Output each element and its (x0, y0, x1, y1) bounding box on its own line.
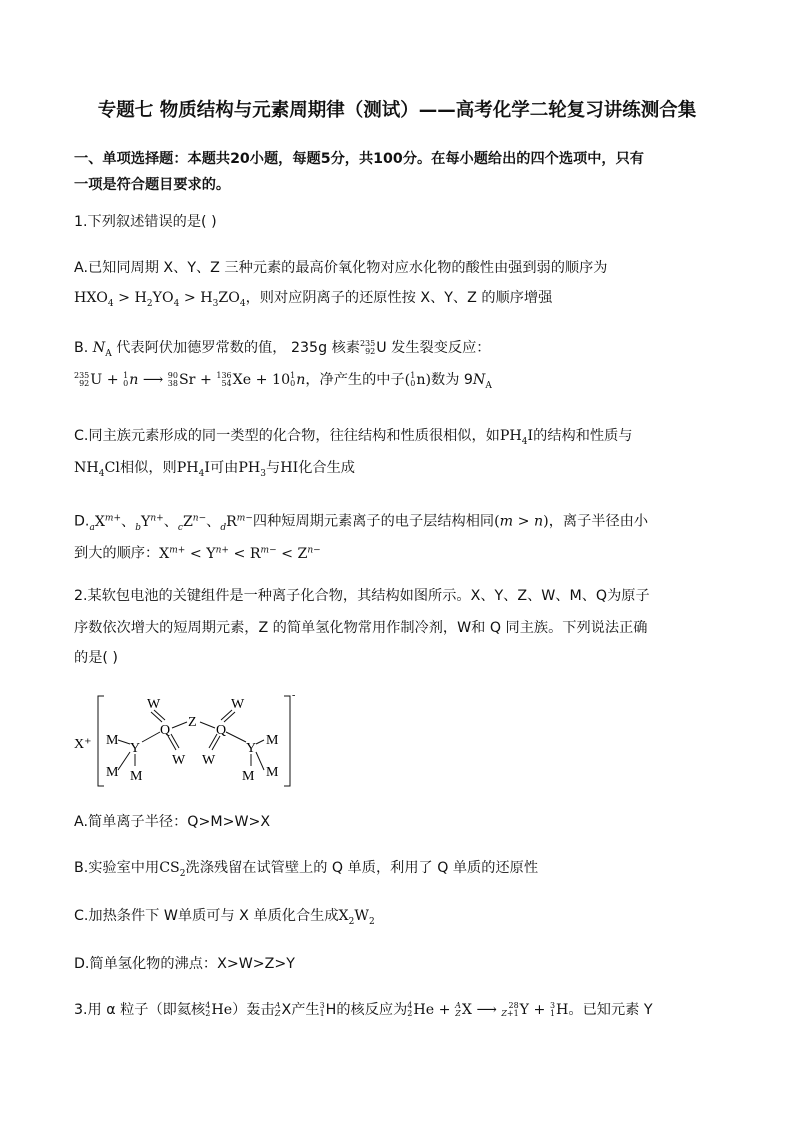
q2-option-a: A.简单离子半径：Q>M>W>X (74, 814, 271, 830)
q1-option-b-line1: B. $N_A$ 代表阿伏加德罗常数的值， 235g 核素 235 92 U 发生裂变反应： (74, 339, 491, 359)
document-title: 专题七 物质结构与元素周期律（测试）——高考化学二轮复习讲练测合集 (97, 100, 697, 121)
struct-label-m4: M (266, 733, 279, 748)
q1-option-c-line1: C.同主族元素形成的同一类型的化合物，往往结构和性质很相似，如$PH_4I$的结构和性质与 (74, 428, 633, 447)
struct-label-y2: Y (246, 741, 257, 756)
struct-label-m3: M (130, 769, 143, 784)
struct-label-m5: M (266, 765, 279, 780)
q2-stem-line2: 序数依次增大的短周期元素，Z 的简单氢化物常用作制冷剂，W和 Q 同主族。下列说法正确 (74, 620, 648, 636)
section-heading (74, 146, 724, 198)
struct-label-q1: Q (160, 723, 171, 738)
struct-label-w3: W (172, 753, 186, 768)
struct-label-w1: W (147, 697, 161, 712)
q1-option-a-line1: A.已知同周期 X、Y、Z 三种元素的最高价氧化物对应水化物的酸性由强到弱的顺序为 (74, 260, 608, 276)
q2-option-c: C.加热条件下 W单质可与 X 单质化合生成$X_2W_2$ (74, 908, 375, 927)
q2-option-d: D.简单氢化物的沸点：X>W>Z>Y (74, 956, 295, 972)
q1-stem: 1.下列叙述错误的是( ) (74, 214, 217, 230)
struct-label-m6: M (242, 769, 255, 784)
q1-option-d-line2: 到大的顺序：$X^{m+} < Y^{n+} < R^{m-} < Z^{n-}$ (74, 545, 321, 562)
q1-option-b-line2: 235 92 U + 1 0 n ⟶ 90 38 Sr + 136 54 Xe + 10 1 0 n，净产生的中子( 1 0 n)数为 $9N_A$ (74, 371, 492, 391)
q2-option-b: B.实验室中用$CS_2$洗涤残留在试管壁上的 Q 单质，利用了 Q 单质的还原性 (74, 860, 539, 879)
struct-label-m1: M (106, 733, 119, 748)
struct-label-q2: Q (216, 723, 227, 738)
struct-label-y1: Y (130, 741, 141, 756)
struct-label-w2: W (231, 697, 245, 712)
struct-label-charge: - (292, 690, 296, 701)
avogadro-symbol: $N_A$ (92, 340, 112, 359)
struct-label-w4: W (202, 753, 216, 768)
struct-label-m2: M (106, 765, 119, 780)
acid-order-formula: $HXO_4 > H_2YO_4 > H_3ZO_4$ (74, 290, 246, 309)
struct-label-z: Z (188, 715, 197, 730)
fission-equation: 235 92 U + 1 0 n ⟶ 90 38 Sr + 136 54 Xe + 10 1 0 n (74, 371, 306, 388)
ionic-compound-structure (74, 690, 314, 790)
q1-option-c-line2: $NH_4Cl$相似，则$PH_4I$可由$PH_3$与HI化合生成 (74, 460, 355, 479)
q1-option-a-line2: $HXO_4 > H_2YO_4 > H_3ZO_4$，则对应阴离子的还原性按 X、Y、Z 的顺序增强 (74, 290, 553, 309)
q3-stem: 3.用 α 粒子（即氦核 4 2 He）轰击 A Z X产生 3 1 H的核反应为 4 2 He + A Z X ⟶ 28 Z+1 Y + 3 1 H。已知元素 Y (74, 1001, 653, 1018)
section-heading-line2: 一项是符合题目要求的。 (74, 177, 231, 193)
q2-stem-line1: 2.某软包电池的关键组件是一种离子化合物，其结构如图所示。X、Y、Z、W、M、Q为原子 (74, 588, 650, 604)
q1-option-d-line1: $D._aX^{m+}$、$_bY^{n+}$、$_cZ^{n-}$、$_dR^{m-}$四种短周期元素离子的电子层结构相同(m > n)，离子半径由小 (74, 513, 649, 533)
section-heading-line1: 一、单项选择题：本题共20小题，每题5分，共100分。在每小题给出的四个选项中，只有 (74, 151, 644, 167)
struct-label-cation: X⁺ (74, 737, 92, 752)
q2-stem-line3: 的是( ) (74, 650, 118, 666)
